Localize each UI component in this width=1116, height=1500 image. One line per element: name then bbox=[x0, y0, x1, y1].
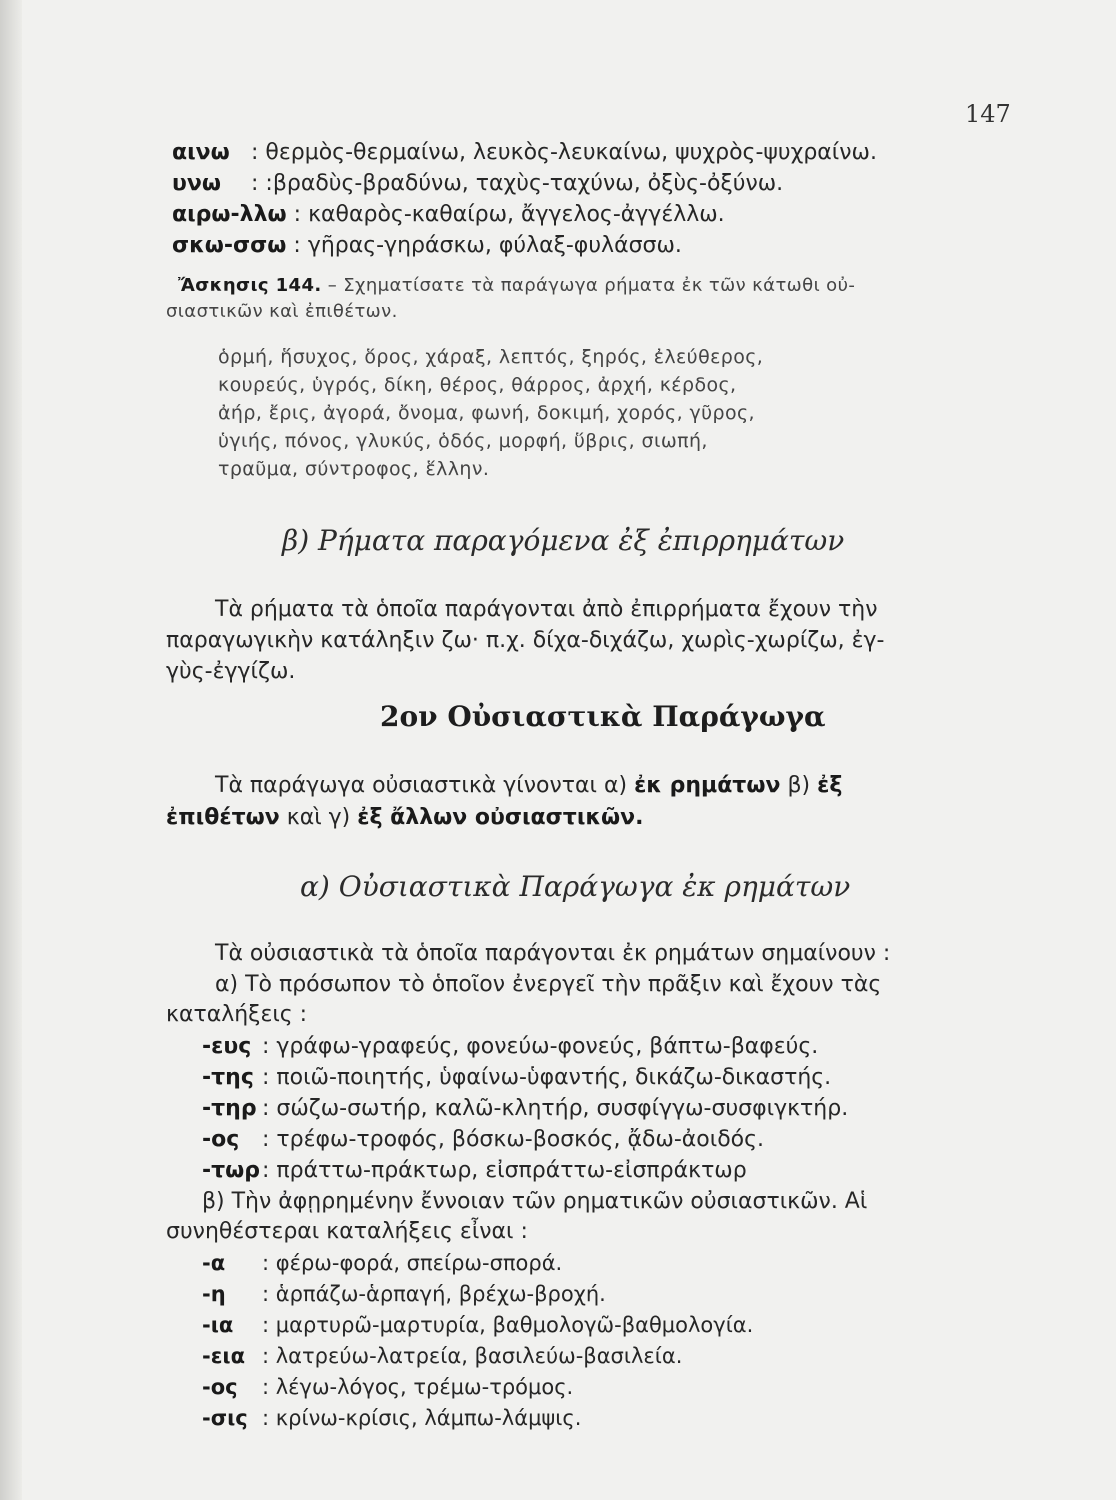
abstract-ending-line bbox=[202, 1280, 606, 1308]
noun-examples: : λατρεύω-λατρεία, βασιλεύω-βασιλεία. bbox=[262, 1344, 683, 1368]
body-line: Τὰ οὐσιαστικὰ τὰ ὁποῖα παράγονται ἐκ ρημάτων σημαίνουν : bbox=[215, 941, 891, 966]
body-text: Τὰ παράγωγα οὐσιαστικὰ γίνονται α) bbox=[215, 773, 628, 798]
abstract-ending-line bbox=[202, 1373, 573, 1401]
bold-term: ἐξ bbox=[817, 773, 843, 798]
noun-examples: : γράφω-γραφεύς, φονεύω-φονεύς, βάπτω-βαφεύς. bbox=[262, 1034, 819, 1059]
verb-suffix: υνω bbox=[172, 171, 221, 196]
noun-examples: : πράττω-πράκτωρ, εἰσπράττω-εἰσπράκτωρ bbox=[262, 1158, 747, 1183]
noun-suffix: -ος bbox=[202, 1375, 238, 1399]
noun-suffix: -ευς bbox=[202, 1034, 252, 1059]
exercise-line bbox=[178, 272, 855, 300]
abstract-ending-line bbox=[202, 1404, 581, 1432]
noun-suffix: -τηρ bbox=[202, 1096, 257, 1121]
bold-term: ἐκ ρημάτων bbox=[634, 773, 781, 798]
exercise-word-line: ἀήρ, ἔρις, ἀγορά, ὄνομα, φωνή, δοκιμή, χορός, γῦρος, bbox=[218, 402, 756, 424]
agent-ending-line bbox=[202, 1095, 848, 1123]
agent-ending-line bbox=[202, 1126, 764, 1154]
page-number: 147 bbox=[965, 100, 1011, 128]
noun-suffix: -ος bbox=[202, 1127, 240, 1152]
verb-suffix: αινω bbox=[172, 140, 230, 165]
body-line bbox=[166, 804, 644, 832]
verb-ending-line: αιρω-λλω : καθαρὸς-καθαίρω, ἄγγελος-ἀγγέλλω. bbox=[172, 202, 725, 227]
exercise-word-line: τραῦμα, σύντροφος, ἕλλην. bbox=[218, 458, 490, 480]
verb-examples: καθαρὸς-καθαίρω, ἄγγελος-ἀγγέλλω. bbox=[308, 202, 725, 227]
noun-examples: : ποιῶ-ποιητής, ὑφαίνω-ὑφαντής, δικάζω-δικαστής. bbox=[262, 1065, 832, 1090]
body-line: καταλήξεις : bbox=[166, 1002, 308, 1027]
verb-suffix: σκω-σσω bbox=[172, 233, 287, 258]
noun-examples: : μαρτυρῶ-μαρτυρία, βαθμολογῶ-βαθμολογία. bbox=[262, 1313, 754, 1337]
page-gutter-shadow bbox=[0, 0, 22, 1500]
verb-suffix: αιρω-λλω bbox=[172, 202, 287, 227]
noun-examples: : φέρω-φορά, σπείρω-σπορά. bbox=[262, 1251, 563, 1275]
body-line: συνηθέστεραι καταλήξεις εἶναι : bbox=[166, 1219, 528, 1244]
body-text: β) bbox=[787, 773, 811, 798]
section-heading-alpha: α) Οὐσιαστικὰ Παράγωγα ἐκ ρημάτων bbox=[300, 870, 851, 903]
noun-examples: : ἁρπάζω-ἁρπαγή, βρέχω-βροχή. bbox=[262, 1282, 606, 1306]
section-heading-beta: β) Ρήματα παραγόμενα ἐξ ἐπιρρημάτων bbox=[282, 524, 845, 557]
noun-examples: : τρέφω-τροφός, βόσκω-βοσκός, ᾄδω-ἀοιδός. bbox=[262, 1127, 765, 1152]
body-line: γὺς-ἐγγίζω. bbox=[166, 659, 296, 684]
noun-suffix: -η bbox=[202, 1282, 226, 1306]
abstract-ending-line bbox=[202, 1342, 682, 1370]
noun-examples: : σώζω-σωτήρ, καλῶ-κλητήρ, συσφίγγω-συσφιγκτήρ. bbox=[262, 1096, 849, 1121]
section-heading-2: 2ον Οὐσιαστικὰ Παράγωγα bbox=[380, 700, 826, 733]
verb-examples: γῆρας-γηράσκω, φύλαξ-φυλάσσω. bbox=[307, 233, 682, 258]
agent-ending-line bbox=[202, 1064, 831, 1092]
noun-examples: : λέγω-λόγος, τρέμω-τρόμος. bbox=[262, 1375, 574, 1399]
exercise-text: – Σχηματίσατε τὰ παράγωγα ρήματα ἐκ τῶν κάτωθι οὐ- bbox=[327, 275, 856, 296]
body-text: καὶ γ) bbox=[286, 805, 351, 830]
verb-ending-line: υνω : :βραδὺς-βραδύνω, ταχὺς-ταχύνω, ὀξὺς-ὀξύνω. bbox=[172, 171, 784, 196]
exercise-text-continued: σιαστικῶν καὶ ἐπιθέτων. bbox=[166, 301, 398, 322]
verb-examples: θερμὸς-θερμαίνω, λευκὸς-λευκαίνω, ψυχρὸς-ψυχραίνω. bbox=[265, 140, 877, 165]
noun-suffix: -της bbox=[202, 1065, 254, 1090]
abstract-ending-line bbox=[202, 1311, 753, 1339]
body-line: β) Τὴν ἀφῃρημένην ἔννοιαν τῶν ρηματικῶν οὐσιαστικῶν. Αἱ bbox=[202, 1189, 868, 1214]
verb-ending-line: αινω : θερμὸς-θερμαίνω, λευκὸς-λευκαίνω, ψυχρὸς-ψυχραίνω. bbox=[172, 140, 877, 165]
bold-term: ἐξ ἄλλων οὐσιαστικῶν. bbox=[357, 805, 644, 830]
noun-suffix: -α bbox=[202, 1251, 226, 1275]
exercise-word-line: ὁρμή, ἥσυχος, ὅρος, χάραξ, λεπτός, ξηρός, ἐλεύθερος, bbox=[218, 346, 764, 368]
noun-suffix: -σις bbox=[202, 1406, 248, 1430]
bold-term: ἐπιθέτων bbox=[166, 805, 280, 830]
verb-ending-line: σκω-σσω : γῆρας-γηράσκω, φύλαξ-φυλάσσω. bbox=[172, 233, 682, 258]
exercise-word-line: ὑγιής, πόνος, γλυκύς, ὁδός, μορφή, ὕβρις, σιωπή, bbox=[218, 430, 708, 452]
noun-suffix: -ια bbox=[202, 1313, 234, 1337]
exercise-word-line: κουρεύς, ὑγρός, δίκη, θέρος, θάρρος, ἀρχή, κέρδος, bbox=[218, 374, 737, 396]
body-line: α) Τὸ πρόσωπον τὸ ὁποῖον ἐνεργεῖ τὴν πρᾶξιν καὶ ἔχουν τὰς bbox=[215, 972, 882, 997]
agent-ending-line bbox=[202, 1033, 818, 1061]
verb-examples: :βραδὺς-βραδύνω, ταχὺς-ταχύνω, ὀξὺς-ὀξύνω. bbox=[265, 171, 784, 196]
agent-ending-line bbox=[202, 1157, 747, 1185]
noun-examples: : κρίνω-κρίσις, λάμπω-λάμψις. bbox=[262, 1406, 582, 1430]
body-line: παραγωγικὴν κατάληξιν ζω· π.χ. δίχα-διχάζω, χωρὶς-χωρίζω, ἐγ- bbox=[166, 628, 885, 653]
exercise-label: Ἄσκησις 144. bbox=[178, 275, 322, 296]
body-line: Τὰ ρήματα τὰ ὁποῖα παράγονται ἀπὸ ἐπιρρήματα ἔχουν τὴν bbox=[215, 597, 878, 622]
body-line bbox=[215, 772, 842, 800]
noun-suffix: -εια bbox=[202, 1344, 246, 1368]
noun-suffix: -τωρ bbox=[202, 1158, 261, 1183]
abstract-ending-line bbox=[202, 1249, 562, 1277]
